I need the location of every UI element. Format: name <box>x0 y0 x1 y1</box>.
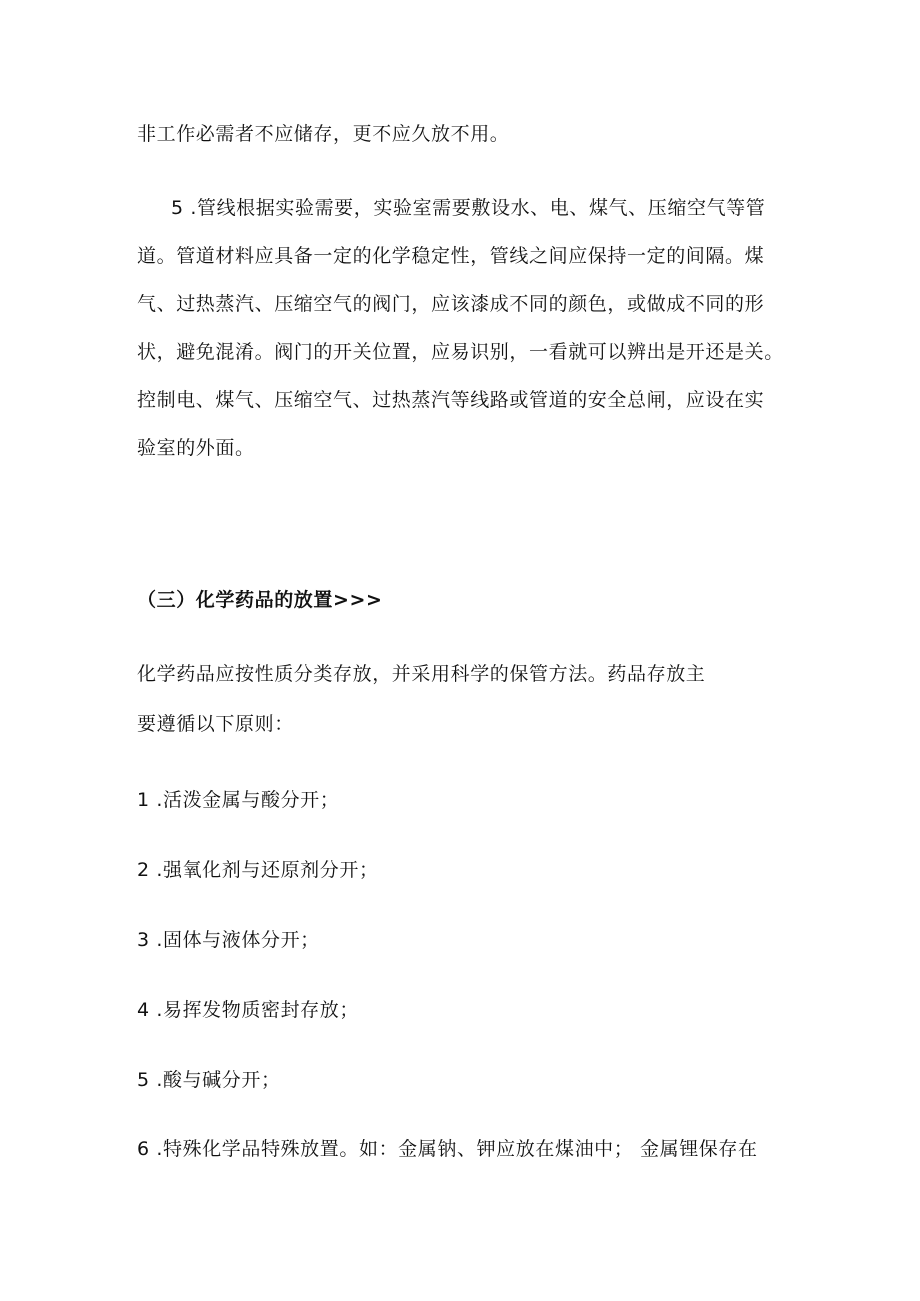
text-line: 道。管道材料应具备一定的化学稳定性，管线之间应保持一定的间隔。煤 <box>137 245 765 267</box>
list-item: 6 .特殊化学品特殊放置。如：金属钠、钾应放在煤油中； 金属锂保存在 <box>137 1138 758 1160</box>
list-item: 3 .固体与液体分开； <box>137 929 320 951</box>
text-line: 气、过热蒸汽、压缩空气的阀门，应该漆成不同的颜色，或做成不同的形 <box>137 293 765 315</box>
text-line: 控制电、煤气、压缩空气、过热蒸汽等线路或管道的安全总闸，应设在实 <box>137 389 765 411</box>
text-line: 要遵循以下原则： <box>137 713 294 735</box>
paragraph-5 <box>137 196 797 484</box>
list-item: 4 .易挥发物质密封存放； <box>137 999 359 1021</box>
text-line: 状，避免混淆。阀门的开关位置，应易识别，一看就可以辨出是开还是关。 <box>137 341 784 363</box>
list-item: 5 .酸与碱分开； <box>137 1069 281 1091</box>
text-line: 化学药品应按性质分类存放，并采用科学的保管方法。药品存放主 <box>137 663 706 685</box>
list-item: 1 .活泼金属与酸分开； <box>137 789 340 811</box>
text-line: 5 .管线根据实验需要，实验室需要敷设水、电、煤气、压缩空气等管 <box>171 197 766 219</box>
section-heading: （三）化学药品的放置>>> <box>137 589 383 611</box>
text-line: 验室的外面。 <box>137 437 255 459</box>
text-line: 非工作必需者不应储存，更不应久放不用。 <box>137 123 510 145</box>
list-item: 2 .强氧化剂与还原剂分开； <box>137 859 379 881</box>
